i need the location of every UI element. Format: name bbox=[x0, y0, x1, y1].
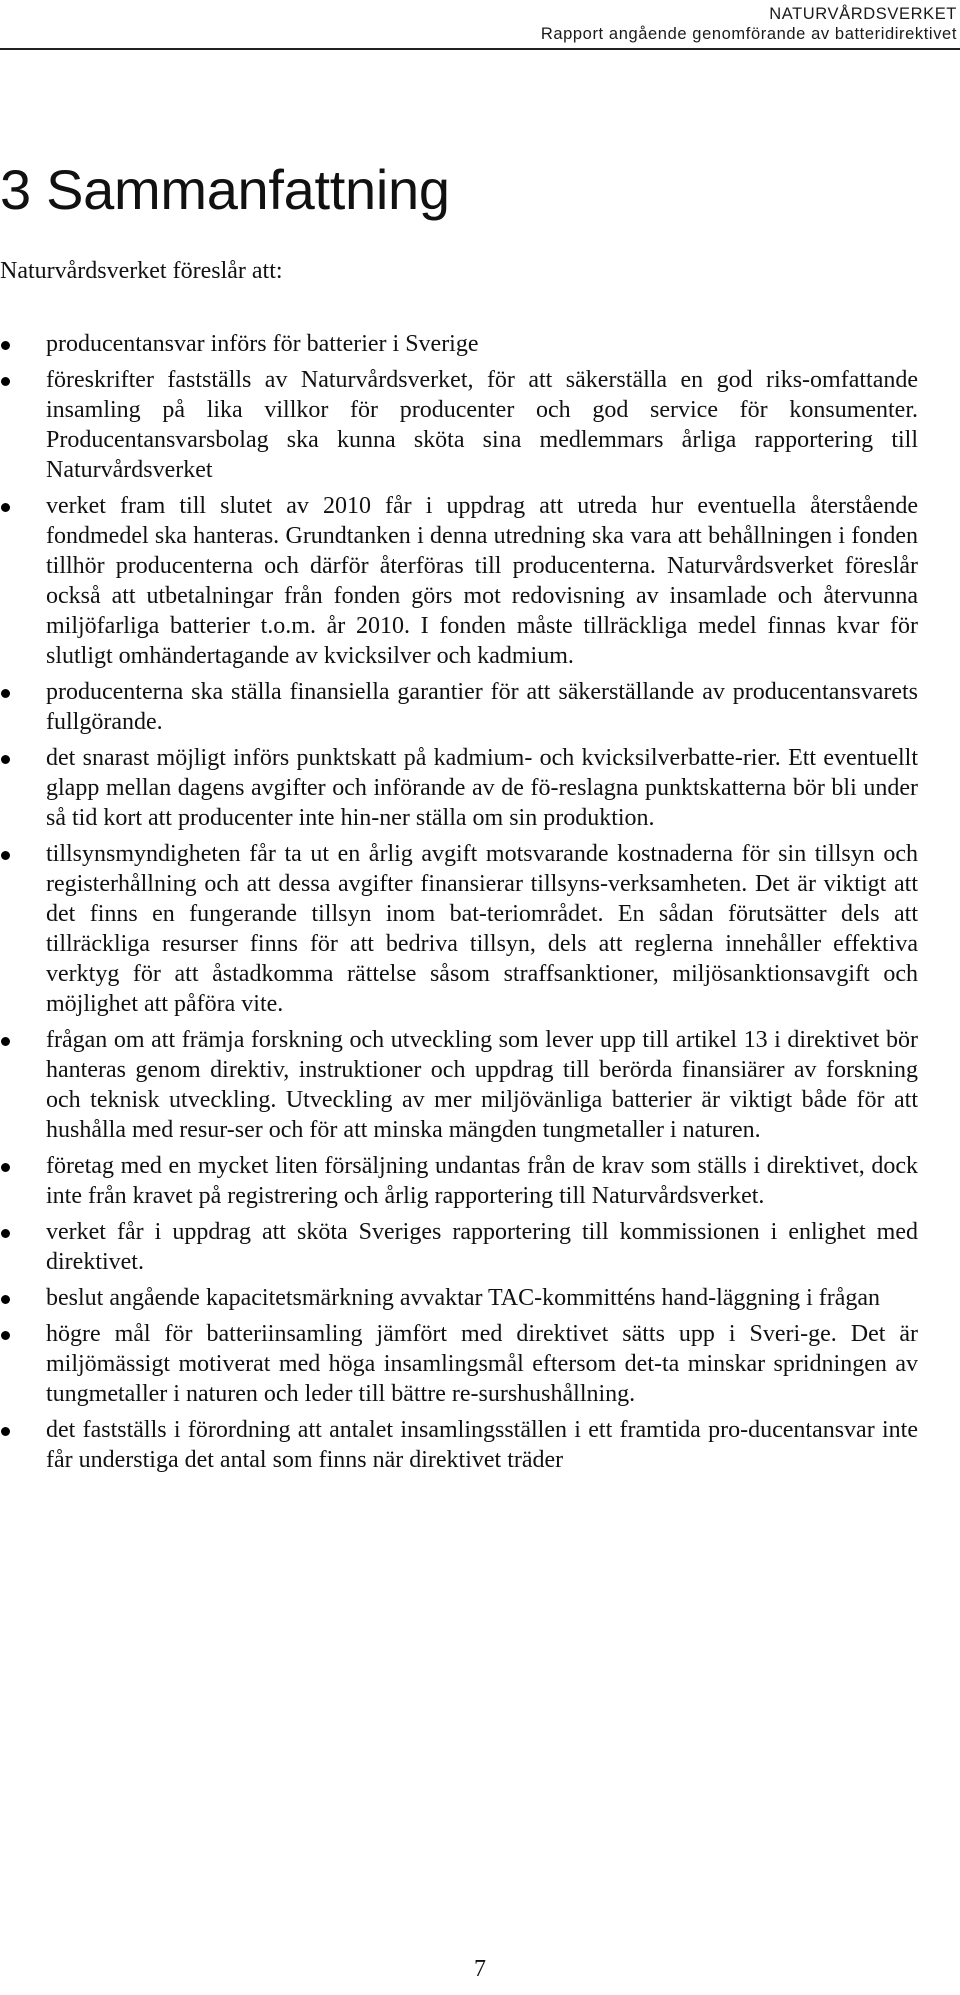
page-header bbox=[541, 4, 957, 44]
list-item-text: det fastställs i förordning att antalet insamlingsställen i ett framtida pro-ducentansvar inte får understiga det antal som finns när direktivet träder bbox=[46, 1417, 918, 1473]
list-item-text: producenterna ska ställa finansiella garantier för att säkerställande av producentansvarets fullgörande. bbox=[46, 679, 918, 735]
bullet-icon bbox=[1, 1295, 10, 1304]
proposal-list bbox=[0, 329, 918, 1481]
list-item-text: det snarast möjligt införs punktskatt på kadmium- och kvicksilverbatte-rier. Ett eventuellt glapp mellan dagens avgifter och införande av de fö-reslagna punktskatterna bör bli under så tid kort att producenter inte hin-ner ställa om sin produktion. bbox=[46, 745, 918, 831]
list-item bbox=[0, 1319, 918, 1409]
intro-text: Naturvårdsverket föreslår att: bbox=[0, 258, 283, 284]
list-item bbox=[0, 677, 918, 737]
list-item bbox=[0, 491, 918, 671]
bullet-icon bbox=[1, 755, 10, 764]
list-item-text: företag med en mycket liten försäljning undantas från de krav som ställs i direktivet, dock inte från kravet på registrering och årlig rapportering till Naturvårdsverket. bbox=[46, 1153, 918, 1209]
header-rule bbox=[0, 48, 960, 50]
list-item-text: verket får i uppdrag att sköta Sveriges rapportering till kommissionen i enlighet med direktivet. bbox=[46, 1219, 918, 1275]
bullet-icon bbox=[1, 1037, 10, 1046]
bullet-icon bbox=[1, 1229, 10, 1238]
list-item-text: högre mål för batteriinsamling jämfört med direktivet sätts upp i Sveri-ge. Det är miljömässigt motiverat med höga insamlingsmål eftersom det-ta minskar spridningen av tungmetaller i naturen och leder till bättre re-surshushållning. bbox=[46, 1321, 918, 1407]
bullet-icon bbox=[1, 1163, 10, 1172]
section-title: 3 Sammanfattning bbox=[0, 158, 450, 221]
list-item bbox=[0, 1283, 918, 1313]
list-item bbox=[0, 329, 918, 359]
bullet-icon bbox=[1, 689, 10, 698]
bullet-icon bbox=[1, 1427, 10, 1436]
list-item bbox=[0, 365, 918, 485]
list-item bbox=[0, 1415, 918, 1475]
bullet-icon bbox=[1, 341, 10, 350]
bullet-icon bbox=[1, 503, 10, 512]
header-subtitle: Rapport angående genomförande av batteridirektivet bbox=[540, 25, 957, 43]
list-item-text: föreskrifter fastställs av Naturvårdsverket, för att säkerställa en god riks-omfattande insamling på lika villkor för producenter och god service för konsumenter. Producentansvarsbolag ska kunna sköta sina medlemmars årliga rapportering till Naturvårdsverket bbox=[46, 367, 918, 483]
list-item bbox=[0, 1217, 918, 1277]
header-org: NATURVÅRDSVERKET bbox=[769, 5, 957, 23]
list-item bbox=[0, 1151, 918, 1211]
bullet-icon bbox=[1, 377, 10, 386]
list-item-text: producentansvar införs för batterier i Sverige bbox=[46, 331, 479, 357]
bullet-icon bbox=[1, 1331, 10, 1340]
list-item bbox=[0, 1025, 918, 1145]
list-item-text: beslut angående kapacitetsmärkning avvaktar TAC-kommitténs hand-läggning i frågan bbox=[46, 1285, 881, 1311]
page-number: 7 bbox=[474, 1956, 486, 1982]
list-item-text: tillsynsmyndigheten får ta ut en årlig avgift motsvarande kostnaderna för sin tillsyn och registerhållning och att dessa avgifter finansierar tillsyns-verksamheten. Det är viktigt att det finns en fungerande tillsyn inom bat-teriområdet. En sådan förutsätter dels att tillräckliga resurser finns för att bedriva tillsyn, dels att reglerna innehåller effektiva verktyg för att åstadkomma rättelse såsom straffsanktioner, miljösanktionsavgift och möjlighet att påföra vite. bbox=[46, 841, 918, 1017]
list-item bbox=[0, 743, 918, 833]
bullet-icon bbox=[1, 851, 10, 860]
list-item bbox=[0, 839, 918, 1019]
list-item-text: frågan om att främja forskning och utveckling som lever upp till artikel 13 i direktivet bör hanteras genom direktiv, instruktioner och uppdrag till berörda finansiärer av forskning och teknisk utveckling. Utveckling av mer miljövänliga batterier är viktigt både för att hushålla med resur-ser och för att minska mängden tungmetaller i naturen. bbox=[46, 1027, 918, 1143]
list-item-text: verket fram till slutet av 2010 får i uppdrag att utreda hur eventuella återstående fondmedel ska hanteras. Grundtanken i denna utredning ska vara att behållningen i fonden tillhör producenterna och därför återföras till producenterna. Naturvårdsverket föreslår också att utbetalningar från fonden görs mot redovisning av insamlade och återvunna miljöfarliga batterier t.o.m. år 2010. I fonden måste tillräckliga medel finnas kvar för slutligt omhändertagande av kvicksilver och kadmium. bbox=[46, 493, 918, 669]
